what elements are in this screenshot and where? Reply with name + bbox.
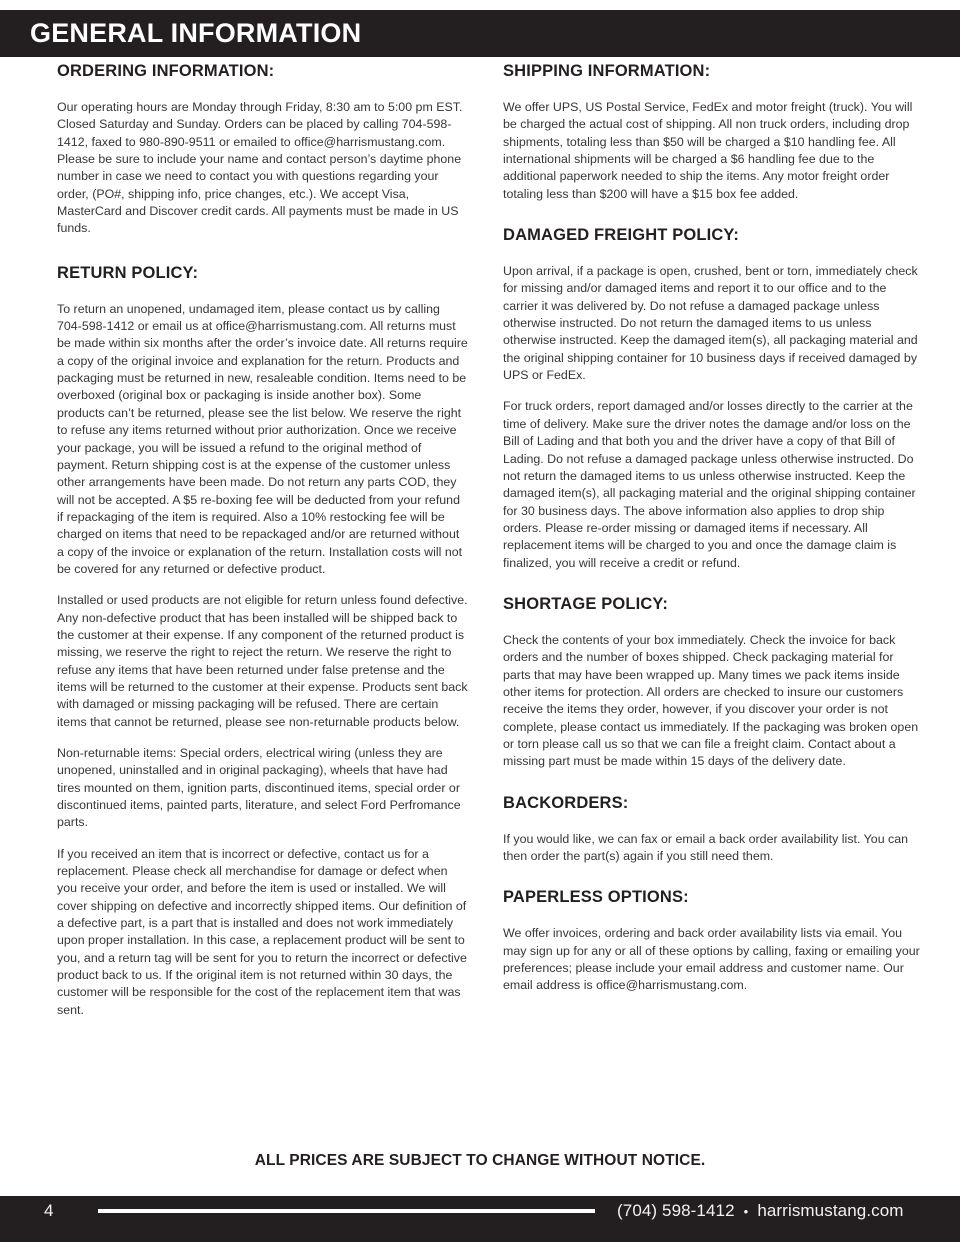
paragraph-damaged-2: For truck orders, report damaged and/or losses directly to the carrier at the time of delivery. Make sure the driver notes the damage and/or loss on the Bill of Lading and that both you and the driver have a copy of that Bill of Lading. Do not refuse a damaged package unless otherwise instructed. Do not return the damaged items to us unless otherwise instructed. Keep the damaged item(s), all packaging material and the original shipping container for 30 business days. The above information also applies to drop ship orders. Please re-order missing or damaged items if necessary. All replacement items will be charged to you and once the damage claim is finalized, you will receive a credit or refund. xyxy=(503,399,916,570)
bullet-separator-icon: • xyxy=(743,1204,749,1220)
paragraph-return-2: Installed or used products are not eligible for return unless found defective. Any non-defective product that has been installed will be shipped back to the customer at their expense. If any component of the returned product is missing, we reserve the right to reject the return. We reserve the right to refuse any items that have been returned under false pretense and the items will be returned to the customer at their expense. Products sent back with damaged or missing packaging will be refused. There are certain items that cannot be returned, please see non-returnable products below. xyxy=(57,593,468,729)
heading-shipping-information: SHIPPING INFORMATION: xyxy=(503,62,711,80)
paragraph-backorders-1: If you would like, we can fax or email a back order availability list. You can then order the part(s) again if you still need them. xyxy=(503,831,909,863)
content-columns xyxy=(0,62,960,1137)
heading-ordering-information: ORDERING INFORMATION: xyxy=(57,62,275,80)
footer-divider-rule xyxy=(98,1209,595,1213)
page-number: 4 xyxy=(44,1201,54,1220)
heading-shortage-policy: SHORTAGE POLICY: xyxy=(503,594,668,613)
footer-content xyxy=(0,1196,960,1226)
paragraph-shipping-1: We offer UPS, US Postal Service, FedEx and motor freight (truck). You will be charged the actual cost of shipping. All non truck orders, including drop shipments, totaling less than $50 will be charged a $10 handling fee. All international shipments will be charged a $6 handling fee due to the additional paperwork needed to ship the items. Any motor freight order totaling less than $200 will have a $15 box fee added. xyxy=(503,100,913,201)
page-footer-bar xyxy=(0,1196,960,1242)
paragraph-return-3: Non-returnable items: Special orders, electrical wiring (unless they are unopened, uninstalled and in original packaging), wheels that have had tires mounted on them, ignition parts, discontinued items, special order or discontinued items, painted parts, literature, and select Ford Perfromance parts. xyxy=(57,746,461,830)
heading-paperless-options: PAPERLESS OPTIONS: xyxy=(503,888,689,907)
heading-return-policy: RETURN POLICY: xyxy=(57,263,199,282)
heading-backorders: BACKORDERS: xyxy=(503,793,629,812)
paragraph-ordering-1: Our operating hours are Monday through Friday, 8:30 am to 5:00 pm EST. Closed Saturday and Sunday. Orders can be placed by calling 704-598-1412, faxed to 980-890-9511 or emailed to office@harrismustang.com. Please be sure to include your name and contact person’s daytime phone number in case we need to contact you with questions regarding your order, (PO#, shipping info, price changes, etc.). We accept Visa, MasterCard and Discover credit cards. All payments must be made in US funds. xyxy=(57,100,463,236)
footer-phone-number: (704) 598-1412 xyxy=(617,1201,735,1220)
paragraph-return-4: If you received an item that is incorrect or defective, contact us for a replacement. Please check all merchandise for damage or defect when you receive your order, and before the item is used or installed. We will cover shipping on defective and incorrectly shipped items. Our definition of a defective part, is a part that is installed and does not work immediately upon proper installation. In this case, a replacement product will be sent to you, and a return tag will be sent for you to return the incorrect or defective product back to us. If the original item is not returned within 30 days, the customer will be responsible for the cost of the replacement item that was sent. xyxy=(57,846,467,1017)
footer-website: harrismustang.com xyxy=(757,1201,904,1220)
paragraph-shortage-1: Check the contents of your box immediately. Check the invoice for back orders and the number of boxes shipped. Check packaging material for parts that may have been wrapped up. Many times we pack items inside other items for protection. All orders are checked to insure our customers receive the items they order, however, if you discover your order is not complete, please contact us immediately. If the packaging was broken open or torn please call us so that we can file a freight claim. Contact about a missing part must be made within 15 days of the delivery date. xyxy=(503,632,919,769)
price-change-notice: ALL PRICES ARE SUBJECT TO CHANGE WITHOUT NOTICE. xyxy=(254,1152,706,1169)
heading-damaged-freight-policy: DAMAGED FREIGHT POLICY: xyxy=(503,226,739,245)
page-title: GENERAL INFORMATION xyxy=(30,18,362,48)
left-column xyxy=(0,62,470,1019)
paragraph-paperless-1: We offer invoices, ordering and back order availability lists via email. You may sign up for any or all of these options by calling, faxing or emailing your preferences; please include your email address and customer name. Our email address is office@harrismustang.com. xyxy=(503,926,920,993)
right-column xyxy=(470,62,960,995)
footer-contact-info xyxy=(617,1201,904,1221)
paragraph-return-1: To return an unopened, undamaged item, please contact us by calling 704-598-1412 or email us at office@harrismustang.com. All returns must be made within six months after the order’s invoice date. All returns require a copy of the original invoice and explanation for the return. Products and packaging must be returned in new, resaleable condition. Items need to be overboxed (original box or packaging is inside another box). Some products can’t be returned, please see the list below. We reserve the right to refuse any items returned without prior authorization. Once we receive your package, you will be issued a refund to the original method of payment. Return shipping cost is at the expense of the customer unless other arrangements have been made. Do not return any parts COD, they will not be accepted. A $5 re-boxing fee will be deducted from your refund if repackaging of the item is required. Also a 10% restocking fee will be charged on items that need to be repackaged and/or are returned without a copy of the invoice or explanation of the return. Installation costs will not be covered for any returned or defective product. xyxy=(57,301,468,576)
paragraph-damaged-1: Upon arrival, if a package is open, crushed, bent or torn, immediately check for missing and/or damaged items and report it to our office and to the carrier it was delivered by. Do not refuse a damaged package unless otherwise instructed. Do not return the damaged items to us unless otherwise instructed. Keep the damaged item(s), all packaging material and the original shipping container for 10 business days if received damaged by UPS or FedEx. xyxy=(503,264,918,383)
page-header-banner xyxy=(0,10,960,57)
